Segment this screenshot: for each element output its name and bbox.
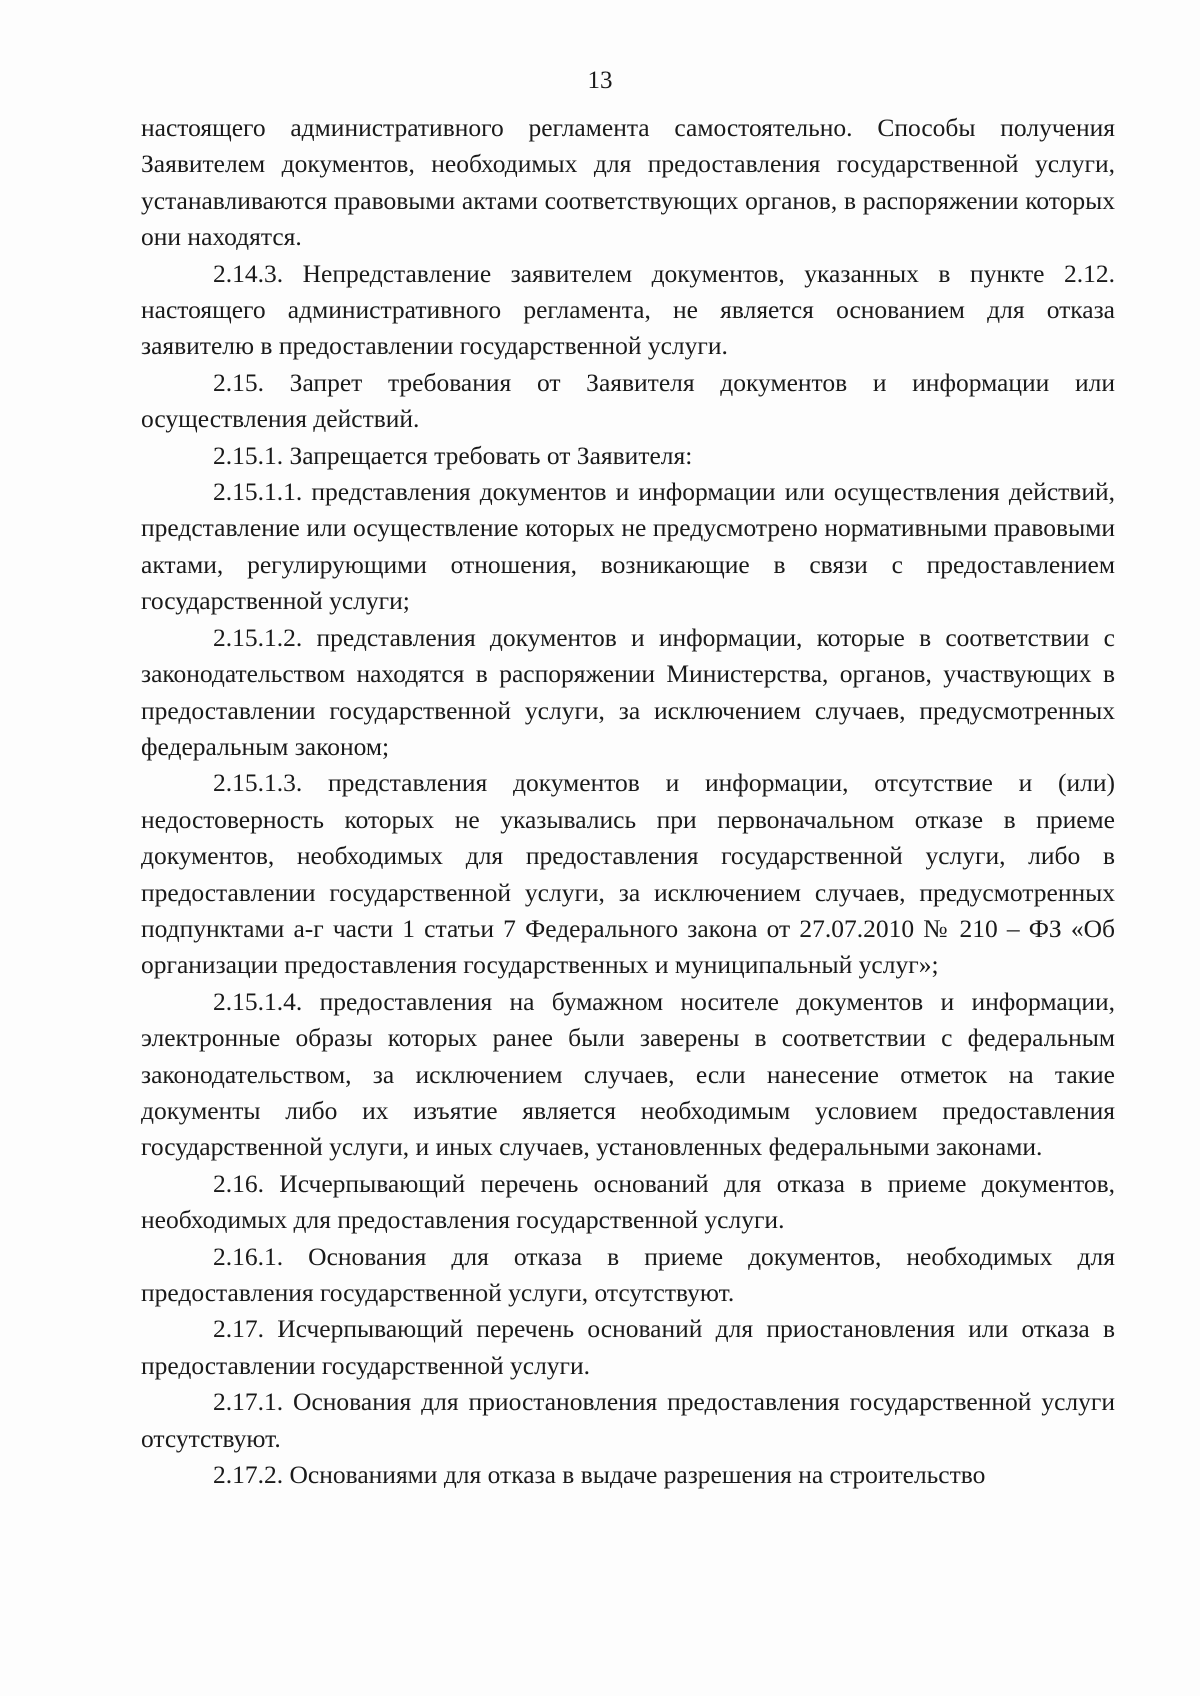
paragraph-2-15-1-4: 2.15.1.4. предоставления на бумажном носителе документов и информации, электронные образы которых ранее были заверены в соответствии с федеральным законодательством, за исключением случаев, если нанесение отметок на такие документы либо их изъятие является необходимым условием предоставления государственной услуги, и иных случаев, установленных федеральными законами. xyxy=(141,986,1115,1162)
paragraph-2-16-1: 2.16.1. Основания для отказа в приеме документов, необходимых для предоставления государственной услуги, отсутствуют. xyxy=(141,1241,1115,1307)
paragraph-2-15-1-1: 2.15.1.1. представления документов и информации или осуществления действий, представление или осуществление которых не предусмотрено нормативными правовыми актами, регулирующими отношения, возникающие в связи с предоставлением государственной услуги; xyxy=(141,477,1115,616)
page-number: 13 xyxy=(587,67,613,94)
paragraph-2-17: 2.17. Исчерпывающий перечень оснований для приостановления или отказа в предоставлении государственной услуги. xyxy=(141,1314,1115,1380)
document-body xyxy=(141,110,1115,1493)
paragraph-2-16: 2.16. Исчерпывающий перечень оснований для отказа в приеме документов, необходимых для предоставления государственной услуги. xyxy=(141,1168,1115,1235)
paragraph-2-17-1: 2.17.1. Основания для приостановления предоставления государственной услуги отсутствуют. xyxy=(141,1387,1115,1453)
paragraph-2-15: 2.15. Запрет требования от Заявителя документов и информации или осуществления действий. xyxy=(141,367,1115,434)
paragraph-2-15-1-3: 2.15.1.3. представления документов и информации, отсутствие и (или) недостоверность которых не указывались при первоначальном отказе в приеме документов, необходимых для предоставления государственной услуги, либо в предоставлении государственной услуги, за исключением случаев, предусмотренных подпунктами а-г части 1 статьи 7 Федерального закона от 27.07.2010 № 210 – ФЗ «Об организации предоставления государственных и муниципальный услуг»; xyxy=(141,768,1115,980)
paragraph-2-17-2: 2.17.2. Основаниями для отказа в выдаче разрешения на строительство xyxy=(213,1460,986,1490)
paragraph-2-14-3: 2.14.3. Непредставление заявителем документов, указанных в пункте 2.12. настоящего административного регламента, не является основанием для отказа заявителю в предоставлении государственной услуги. xyxy=(141,258,1115,361)
paragraph-2-15-1: 2.15.1. Запрещается требовать от Заявителя: xyxy=(213,440,693,470)
paragraph-2-15-1-2: 2.15.1.2. представления документов и информации, которые в соответствии с законодательством находятся в распоряжении Министерства, органов, участвующих в предоставлении государственной услуги, за исключением случаев, предусмотренных федеральным законом; xyxy=(141,622,1115,761)
paragraph-continuation: настоящего административного регламента самостоятельно. Способы получения Заявителем документов, необходимых для предоставления государственной услуги, устанавливаются правовыми актами соответствующих органов, в распоряжении которых они находятся. xyxy=(141,113,1115,252)
